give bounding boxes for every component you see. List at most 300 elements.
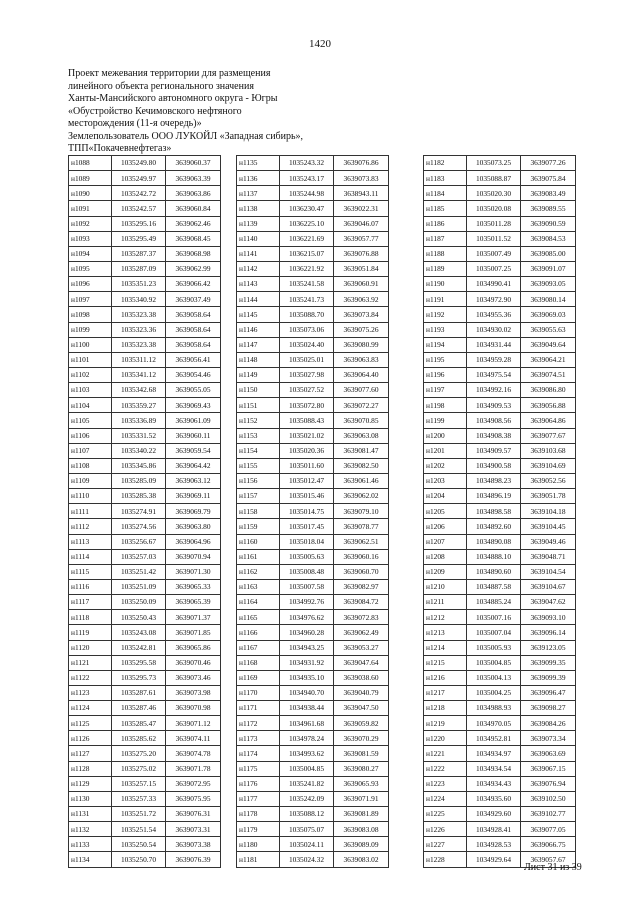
table-row [424, 156, 576, 171]
x-coordinate-cell: 1035004.85 [280, 761, 334, 776]
x-coordinate-cell: 1035017.45 [280, 519, 334, 534]
y-coordinate-cell: 3639058.64 [166, 322, 221, 337]
point-id-cell: н1094 [69, 246, 112, 261]
point-id-cell: н1089 [69, 171, 112, 186]
x-coordinate-cell: 1035295.58 [112, 655, 166, 670]
point-id-cell: н1113 [69, 534, 112, 549]
x-coordinate-cell: 1035257.03 [112, 549, 166, 564]
table-row [237, 822, 389, 837]
x-coordinate-cell: 1034908.56 [467, 413, 521, 428]
page-number: 1420 [309, 38, 331, 50]
x-coordinate-cell: 1035251.42 [112, 564, 166, 579]
x-coordinate-cell: 1034928.41 [467, 822, 521, 837]
x-coordinate-cell: 1035275.02 [112, 761, 166, 776]
x-coordinate-cell: 1035027.98 [280, 367, 334, 382]
x-coordinate-cell: 1035250.54 [112, 837, 166, 852]
y-coordinate-cell: 3639069.79 [166, 504, 221, 519]
table-row [69, 761, 221, 776]
x-coordinate-cell: 1035249.80 [112, 156, 166, 171]
y-coordinate-cell: 3639063.69 [521, 746, 576, 761]
y-coordinate-cell: 3639070.94 [166, 549, 221, 564]
table-row [424, 443, 576, 458]
y-coordinate-cell: 3639076.31 [166, 807, 221, 822]
table-row [69, 383, 221, 398]
table-row [424, 807, 576, 822]
x-coordinate-cell: 1035008.48 [280, 564, 334, 579]
point-id-cell: н1205 [424, 504, 467, 519]
table-row [69, 473, 221, 488]
table-row [237, 731, 389, 746]
y-coordinate-cell: 3639104.67 [521, 579, 576, 594]
x-coordinate-cell: 1035004.25 [467, 685, 521, 700]
point-id-cell: н1136 [237, 171, 280, 186]
table-row [424, 307, 576, 322]
table-row [237, 307, 389, 322]
y-coordinate-cell: 3639063.86 [166, 186, 221, 201]
y-coordinate-cell: 3639058.64 [166, 307, 221, 322]
point-id-cell: н1197 [424, 383, 467, 398]
x-coordinate-cell: 1035025.01 [280, 352, 334, 367]
point-id-cell: н1131 [69, 807, 112, 822]
y-coordinate-cell: 3639063.80 [166, 519, 221, 534]
y-coordinate-cell: 3639065.86 [166, 640, 221, 655]
point-id-cell: н1165 [237, 610, 280, 625]
x-coordinate-cell: 1035020.30 [467, 186, 521, 201]
point-id-cell: н1190 [424, 277, 467, 292]
point-id-cell: н1109 [69, 473, 112, 488]
table-row [237, 383, 389, 398]
point-id-cell: н1095 [69, 261, 112, 276]
point-id-cell: н1219 [424, 716, 467, 731]
point-id-cell: н1104 [69, 398, 112, 413]
y-coordinate-cell: 3639070.98 [166, 701, 221, 716]
x-coordinate-cell: 1034978.24 [280, 731, 334, 746]
table-row [69, 701, 221, 716]
point-id-cell: н1102 [69, 367, 112, 382]
x-coordinate-cell: 1035088.12 [280, 807, 334, 822]
x-coordinate-cell: 1035011.52 [467, 231, 521, 246]
x-coordinate-cell: 1035004.13 [467, 670, 521, 685]
y-coordinate-cell: 3639069.43 [166, 398, 221, 413]
point-id-cell: н1208 [424, 549, 467, 564]
x-coordinate-cell: 1035323.38 [112, 307, 166, 322]
table-row [69, 352, 221, 367]
point-id-cell: н1120 [69, 640, 112, 655]
x-coordinate-cell: 1034988.93 [467, 701, 521, 716]
table-row [237, 701, 389, 716]
point-id-cell: н1121 [69, 655, 112, 670]
point-id-cell: н1130 [69, 791, 112, 806]
point-id-cell: н1218 [424, 701, 467, 716]
y-coordinate-cell: 3639104.45 [521, 519, 576, 534]
table-row [69, 564, 221, 579]
x-coordinate-cell: 1035015.46 [280, 489, 334, 504]
table-row [237, 504, 389, 519]
table-row [69, 443, 221, 458]
x-coordinate-cell: 1035274.91 [112, 504, 166, 519]
point-id-cell: н1185 [424, 201, 467, 216]
table-row [69, 807, 221, 822]
table-row [69, 186, 221, 201]
point-id-cell: н1133 [69, 837, 112, 852]
x-coordinate-cell: 1034896.19 [467, 489, 521, 504]
point-id-cell: н1142 [237, 261, 280, 276]
x-coordinate-cell: 1036230.47 [280, 201, 334, 216]
x-coordinate-cell: 1036215.07 [280, 246, 334, 261]
table-row [424, 746, 576, 761]
x-coordinate-cell: 1036221.69 [280, 231, 334, 246]
x-coordinate-cell: 1035243.08 [112, 625, 166, 640]
y-coordinate-cell: 3639060.11 [166, 428, 221, 443]
point-id-cell: н1148 [237, 352, 280, 367]
table-row [424, 519, 576, 534]
point-id-cell: н1203 [424, 473, 467, 488]
point-id-cell: н1167 [237, 640, 280, 655]
point-id-cell: н1163 [237, 579, 280, 594]
point-id-cell: н1114 [69, 549, 112, 564]
point-id-cell: н1193 [424, 322, 467, 337]
table-row [237, 776, 389, 791]
y-coordinate-cell: 3638943.11 [334, 186, 389, 201]
header-line: линейного объекта регионального значения [68, 80, 254, 92]
point-id-cell: н1111 [69, 504, 112, 519]
table-row [424, 610, 576, 625]
y-coordinate-cell: 3639073.98 [166, 685, 221, 700]
y-coordinate-cell: 3639079.10 [334, 504, 389, 519]
point-id-cell: н1144 [237, 292, 280, 307]
point-id-cell: н1200 [424, 428, 467, 443]
x-coordinate-cell: 1035005.93 [467, 640, 521, 655]
table-row [424, 579, 576, 594]
table-row [237, 428, 389, 443]
point-id-cell: н1123 [69, 685, 112, 700]
y-coordinate-cell: 3639064.42 [166, 458, 221, 473]
point-id-cell: н1140 [237, 231, 280, 246]
point-id-cell: н1151 [237, 398, 280, 413]
x-coordinate-cell: 1035287.09 [112, 261, 166, 276]
x-coordinate-cell: 1035285.62 [112, 731, 166, 746]
table-row [424, 670, 576, 685]
y-coordinate-cell: 3639063.39 [166, 171, 221, 186]
x-coordinate-cell: 1035243.32 [280, 156, 334, 171]
point-id-cell: н1132 [69, 822, 112, 837]
table-row [69, 156, 221, 171]
point-id-cell: н1168 [237, 655, 280, 670]
point-id-cell: н1093 [69, 231, 112, 246]
x-coordinate-cell: 1034930.02 [467, 322, 521, 337]
y-coordinate-cell: 3639096.14 [521, 625, 576, 640]
point-id-cell: н1191 [424, 292, 467, 307]
y-coordinate-cell: 3639062.49 [334, 625, 389, 640]
table-row [69, 837, 221, 852]
point-id-cell: н1169 [237, 670, 280, 685]
y-coordinate-cell: 3639083.49 [521, 186, 576, 201]
y-coordinate-cell: 3639093.05 [521, 277, 576, 292]
x-coordinate-cell: 1035021.02 [280, 428, 334, 443]
table-row [424, 504, 576, 519]
x-coordinate-cell: 1035285.09 [112, 473, 166, 488]
table-row [69, 504, 221, 519]
x-coordinate-cell: 1035295.16 [112, 216, 166, 231]
table-row [237, 791, 389, 806]
y-coordinate-cell: 3639075.84 [521, 171, 576, 186]
table-row [69, 216, 221, 231]
x-coordinate-cell: 1034931.44 [467, 337, 521, 352]
point-id-cell: н1184 [424, 186, 467, 201]
y-coordinate-cell: 3639102.77 [521, 807, 576, 822]
point-id-cell: н1181 [237, 852, 280, 867]
y-coordinate-cell: 3639051.78 [521, 489, 576, 504]
table-row [237, 292, 389, 307]
table-row [237, 670, 389, 685]
x-coordinate-cell: 1035007.16 [467, 610, 521, 625]
table-row [424, 685, 576, 700]
x-coordinate-cell: 1034898.23 [467, 473, 521, 488]
x-coordinate-cell: 1035011.60 [280, 458, 334, 473]
point-id-cell: н1139 [237, 216, 280, 231]
point-id-cell: н1189 [424, 261, 467, 276]
point-id-cell: н1183 [424, 171, 467, 186]
y-coordinate-cell: 3639080.99 [334, 337, 389, 352]
y-coordinate-cell: 3639069.03 [521, 307, 576, 322]
x-coordinate-cell: 1034900.58 [467, 458, 521, 473]
x-coordinate-cell: 1035285.47 [112, 716, 166, 731]
x-coordinate-cell: 1035007.04 [467, 625, 521, 640]
point-id-cell: н1162 [237, 564, 280, 579]
table-row [237, 685, 389, 700]
table-row [69, 746, 221, 761]
y-coordinate-cell: 3639084.72 [334, 595, 389, 610]
y-coordinate-cell: 3639071.78 [166, 761, 221, 776]
table-row [424, 761, 576, 776]
document-header [68, 68, 368, 156]
y-coordinate-cell: 3639070.46 [166, 655, 221, 670]
table-row [69, 413, 221, 428]
x-coordinate-cell: 1034975.54 [467, 367, 521, 382]
x-coordinate-cell: 1034959.28 [467, 352, 521, 367]
x-coordinate-cell: 1034928.53 [467, 837, 521, 852]
sheet-number: Лист 31 из 39 [524, 862, 582, 873]
y-coordinate-cell: 3639089.09 [334, 837, 389, 852]
y-coordinate-cell: 3639072.95 [166, 776, 221, 791]
table-row [69, 246, 221, 261]
y-coordinate-cell: 3639099.39 [521, 670, 576, 685]
point-id-cell: н1143 [237, 277, 280, 292]
point-id-cell: н1112 [69, 519, 112, 534]
x-coordinate-cell: 1035250.70 [112, 852, 166, 867]
x-coordinate-cell: 1035242.09 [280, 791, 334, 806]
table-row [424, 716, 576, 731]
coordinates-table-1 [68, 155, 221, 868]
x-coordinate-cell: 1035323.38 [112, 337, 166, 352]
x-coordinate-cell: 1035257.15 [112, 776, 166, 791]
x-coordinate-cell: 1035249.97 [112, 171, 166, 186]
y-coordinate-cell: 3639102.50 [521, 791, 576, 806]
header-line: Проект межевания территории для размещения [68, 68, 271, 79]
y-coordinate-cell: 3639065.93 [334, 776, 389, 791]
table-row [69, 458, 221, 473]
point-id-cell: н1145 [237, 307, 280, 322]
x-coordinate-cell: 1034908.38 [467, 428, 521, 443]
table-row [69, 791, 221, 806]
point-id-cell: н1176 [237, 776, 280, 791]
table-row [424, 655, 576, 670]
y-coordinate-cell: 3639071.85 [166, 625, 221, 640]
y-coordinate-cell: 3639071.12 [166, 716, 221, 731]
point-id-cell: н1204 [424, 489, 467, 504]
x-coordinate-cell: 1035088.70 [280, 307, 334, 322]
point-id-cell: н1217 [424, 685, 467, 700]
table-row [69, 852, 221, 867]
point-id-cell: н1105 [69, 413, 112, 428]
point-id-cell: н1106 [69, 428, 112, 443]
y-coordinate-cell: 3639071.37 [166, 610, 221, 625]
x-coordinate-cell: 1035027.52 [280, 383, 334, 398]
point-id-cell: н1211 [424, 595, 467, 610]
x-coordinate-cell: 1034935.10 [280, 670, 334, 685]
y-coordinate-cell: 3639072.83 [334, 610, 389, 625]
x-coordinate-cell: 1034890.08 [467, 534, 521, 549]
x-coordinate-cell: 1034961.68 [280, 716, 334, 731]
x-coordinate-cell: 1035014.75 [280, 504, 334, 519]
x-coordinate-cell: 1034929.60 [467, 807, 521, 822]
table-row [424, 171, 576, 186]
point-id-cell: н1088 [69, 156, 112, 171]
y-coordinate-cell: 3639058.64 [166, 337, 221, 352]
y-coordinate-cell: 3639062.51 [334, 534, 389, 549]
x-coordinate-cell: 1035007.25 [467, 261, 521, 276]
x-coordinate-cell: 1035287.46 [112, 701, 166, 716]
y-coordinate-cell: 3639065.33 [166, 579, 221, 594]
y-coordinate-cell: 3639085.00 [521, 246, 576, 261]
point-id-cell: н1225 [424, 807, 467, 822]
x-coordinate-cell: 1034934.97 [467, 746, 521, 761]
table-row [69, 534, 221, 549]
y-coordinate-cell: 3639073.46 [166, 670, 221, 685]
table-row [69, 322, 221, 337]
table-row [237, 655, 389, 670]
x-coordinate-cell: 1035257.33 [112, 791, 166, 806]
table-row [424, 413, 576, 428]
point-id-cell: н1166 [237, 625, 280, 640]
y-coordinate-cell: 3639071.30 [166, 564, 221, 579]
table-row [237, 171, 389, 186]
table-row [69, 595, 221, 610]
table-row [424, 534, 576, 549]
point-id-cell: н1210 [424, 579, 467, 594]
y-coordinate-cell: 3639064.21 [521, 352, 576, 367]
x-coordinate-cell: 1035073.06 [280, 322, 334, 337]
y-coordinate-cell: 3639066.75 [521, 837, 576, 852]
x-coordinate-cell: 1035012.47 [280, 473, 334, 488]
y-coordinate-cell: 3639063.83 [334, 352, 389, 367]
x-coordinate-cell: 1034938.44 [280, 701, 334, 716]
point-id-cell: н1118 [69, 610, 112, 625]
table-row [69, 655, 221, 670]
x-coordinate-cell: 1034898.58 [467, 504, 521, 519]
x-coordinate-cell: 1035295.49 [112, 231, 166, 246]
table-row [69, 367, 221, 382]
table-row [237, 625, 389, 640]
point-id-cell: н1186 [424, 216, 467, 231]
table-row [237, 746, 389, 761]
x-coordinate-cell: 1035088.43 [280, 413, 334, 428]
point-id-cell: н1216 [424, 670, 467, 685]
table-row [69, 277, 221, 292]
y-coordinate-cell: 3639078.77 [334, 519, 389, 534]
table-row [424, 822, 576, 837]
point-id-cell: н1137 [237, 186, 280, 201]
y-coordinate-cell: 3639054.46 [166, 367, 221, 382]
point-id-cell: н1156 [237, 473, 280, 488]
y-coordinate-cell: 3639059.82 [334, 716, 389, 731]
x-coordinate-cell: 1034934.54 [467, 761, 521, 776]
point-id-cell: н1174 [237, 746, 280, 761]
y-coordinate-cell: 3639057.67 [521, 852, 576, 867]
x-coordinate-cell: 1035241.73 [280, 292, 334, 307]
table-row [424, 595, 576, 610]
x-coordinate-cell: 1034934.43 [467, 776, 521, 791]
x-coordinate-cell: 1035340.22 [112, 443, 166, 458]
y-coordinate-cell: 3639081.89 [334, 807, 389, 822]
point-id-cell: н1194 [424, 337, 467, 352]
point-id-cell: н1150 [237, 383, 280, 398]
x-coordinate-cell: 1034887.58 [467, 579, 521, 594]
point-id-cell: н1100 [69, 337, 112, 352]
point-id-cell: н1146 [237, 322, 280, 337]
table-row [424, 701, 576, 716]
y-coordinate-cell: 3639091.07 [521, 261, 576, 276]
table-row [237, 186, 389, 201]
y-coordinate-cell: 3639098.27 [521, 701, 576, 716]
table-row [424, 428, 576, 443]
table-row [237, 534, 389, 549]
table-row [69, 171, 221, 186]
table-row [237, 519, 389, 534]
y-coordinate-cell: 3639061.46 [334, 473, 389, 488]
y-coordinate-cell: 3639084.26 [521, 716, 576, 731]
table-row [424, 549, 576, 564]
point-id-cell: н1221 [424, 746, 467, 761]
table-row [237, 458, 389, 473]
y-coordinate-cell: 3639077.67 [521, 428, 576, 443]
y-coordinate-cell: 3639077.05 [521, 822, 576, 837]
y-coordinate-cell: 3639073.83 [334, 171, 389, 186]
point-id-cell: н1147 [237, 337, 280, 352]
x-coordinate-cell: 1034931.92 [280, 655, 334, 670]
x-coordinate-cell: 1035359.27 [112, 398, 166, 413]
y-coordinate-cell: 3639070.85 [334, 413, 389, 428]
y-coordinate-cell: 3639063.08 [334, 428, 389, 443]
point-id-cell: н1212 [424, 610, 467, 625]
x-coordinate-cell: 1034990.41 [467, 277, 521, 292]
header-line: месторождения (11-я очередь)» [68, 118, 202, 129]
table-row [237, 761, 389, 776]
y-coordinate-cell: 3639062.99 [166, 261, 221, 276]
point-id-cell: н1164 [237, 595, 280, 610]
y-coordinate-cell: 3639022.31 [334, 201, 389, 216]
point-id-cell: н1179 [237, 822, 280, 837]
point-id-cell: н1199 [424, 413, 467, 428]
point-id-cell: н1215 [424, 655, 467, 670]
y-coordinate-cell: 3639062.02 [334, 489, 389, 504]
point-id-cell: н1091 [69, 201, 112, 216]
x-coordinate-cell: 1034909.57 [467, 443, 521, 458]
table-row [424, 261, 576, 276]
coordinates-table-3 [423, 155, 576, 868]
point-id-cell: н1126 [69, 731, 112, 746]
y-coordinate-cell: 3639065.39 [166, 595, 221, 610]
